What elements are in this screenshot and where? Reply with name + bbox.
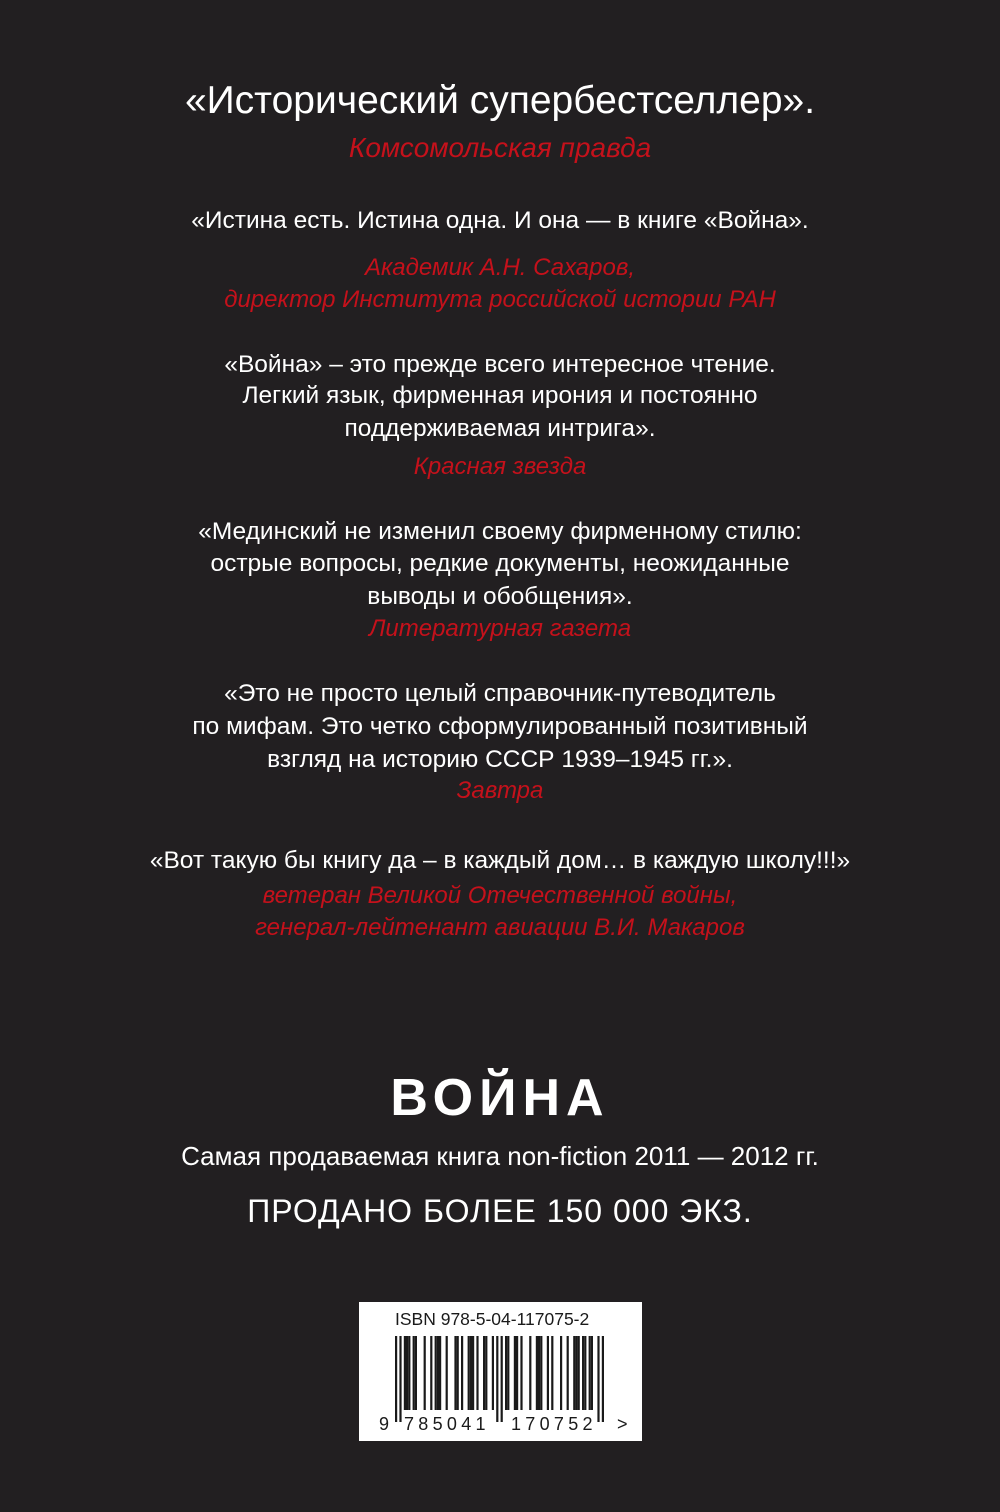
- barcode-bar: [567, 1336, 569, 1410]
- barcode-bar: [540, 1336, 542, 1410]
- barcode-bar: [538, 1336, 540, 1410]
- barcode-bar: [547, 1336, 549, 1410]
- book-subtitle: Самая продаваемая книга non-fiction 2011 — 2012 гг.: [181, 1141, 819, 1171]
- barcode-bar: [435, 1336, 437, 1410]
- review-2-quote-line: поддерживаемая интрига».: [344, 415, 656, 442]
- barcode-bar: [560, 1336, 562, 1410]
- barcode-bar: [485, 1336, 487, 1410]
- barcode-quiet-mark: >: [617, 1414, 628, 1434]
- barcode-bar: [578, 1336, 580, 1410]
- barcode-guard-bar: [395, 1336, 397, 1422]
- barcode-bar: [514, 1336, 516, 1410]
- barcode-bar: [470, 1336, 472, 1410]
- barcode-bar: [584, 1336, 586, 1410]
- barcode-left-digits: 785041: [404, 1414, 490, 1434]
- review-1-quote-line: «Истина есть. Истина одна. И она — в книге «Война».: [191, 207, 809, 234]
- review-5-quote-line: «Вот такую бы книгу да – в каждый дом… в каждую школу!!!»: [149, 847, 851, 874]
- barcode-bar: [483, 1336, 485, 1410]
- headline-source: Комсомольская правда: [348, 132, 652, 163]
- barcode-bar: [404, 1336, 406, 1410]
- review-5-source-line: генерал-лейтенант авиации В.И. Макаров: [255, 914, 745, 941]
- review-4-quote-line: «Это не просто целый справочник-путеводитель: [224, 680, 776, 707]
- barcode-bar: [424, 1336, 426, 1410]
- barcode-bar: [551, 1336, 553, 1410]
- barcode-guard-bar: [399, 1336, 401, 1422]
- barcode-bar: [516, 1336, 518, 1410]
- review-2-quote-line: «Война» – это прежде всего интересное чтение.: [224, 351, 776, 378]
- barcode-bar: [589, 1336, 591, 1410]
- barcode-bar: [529, 1336, 531, 1410]
- isbn-label: ISBN 978-5-04-117075-2: [395, 1309, 590, 1329]
- barcode-first-digit: 9: [379, 1414, 390, 1434]
- review-4-source-line: Завтра: [456, 777, 544, 804]
- barcode-bar: [413, 1336, 415, 1410]
- review-3-quote-line: острые вопросы, редкие документы, неожиданные: [210, 550, 790, 577]
- barcode-bar: [408, 1336, 410, 1410]
- barcode-bars: [359, 1302, 642, 1441]
- barcode-guard-bar: [597, 1336, 599, 1422]
- barcode-bar: [430, 1336, 432, 1410]
- sold-count: ПРОДАНО БОЛЕЕ 150 000 ЭКЗ.: [247, 1193, 753, 1229]
- barcode-bar: [575, 1336, 577, 1410]
- review-2-quote-line: Легкий язык, фирменная ирония и постоянно: [242, 382, 758, 409]
- review-5-source-line: ветеран Великой Отечественной войны,: [262, 882, 738, 909]
- review-1-source-line: Академик А.Н. Сахаров,: [364, 254, 636, 281]
- barcode-bar: [468, 1336, 470, 1410]
- review-2-source-line: Красная звезда: [413, 453, 587, 480]
- barcode-bar: [461, 1336, 463, 1410]
- review-3-source-line: Литературная газета: [368, 615, 632, 642]
- barcode-guard-bar: [496, 1336, 498, 1422]
- barcode-bar: [439, 1336, 441, 1410]
- barcode-bar: [406, 1336, 408, 1410]
- isbn-barcode: [359, 1302, 642, 1441]
- barcode-bar: [454, 1336, 456, 1410]
- barcode-bar: [476, 1336, 478, 1410]
- barcode-bar: [507, 1336, 509, 1410]
- headline-quote: «Исторический супербестселлер».: [184, 79, 816, 122]
- barcode-bar: [505, 1336, 507, 1410]
- review-3-quote-line: выводы и обобщения».: [367, 583, 633, 610]
- barcode-guard-bar: [602, 1336, 604, 1422]
- barcode-bar: [446, 1336, 448, 1410]
- barcode-bar: [573, 1336, 575, 1410]
- barcode-bar: [520, 1336, 522, 1410]
- review-4-quote-line: взгляд на историю СССР 1939–1945 гг.».: [267, 746, 733, 773]
- barcode-bar: [536, 1336, 538, 1410]
- barcode-guard-bar: [501, 1336, 503, 1422]
- barcode-bar: [457, 1336, 459, 1410]
- review-3-quote-line: «Мединский не изменил своему фирменному стилю:: [198, 518, 802, 545]
- book-title: ВОЙНА: [390, 1069, 610, 1127]
- barcode-bar: [582, 1336, 584, 1410]
- barcode-bar: [472, 1336, 474, 1410]
- review-4-quote-line: по мифам. Это четко сформулированный позитивный: [192, 713, 808, 740]
- barcode-bar: [591, 1336, 593, 1410]
- barcode-bar: [415, 1336, 417, 1410]
- barcode-bar: [492, 1336, 494, 1410]
- review-1-source-line: директор Института российской истории РАН: [224, 286, 776, 313]
- barcode-bar: [437, 1336, 439, 1410]
- barcode-right-digits: 170752: [511, 1414, 597, 1434]
